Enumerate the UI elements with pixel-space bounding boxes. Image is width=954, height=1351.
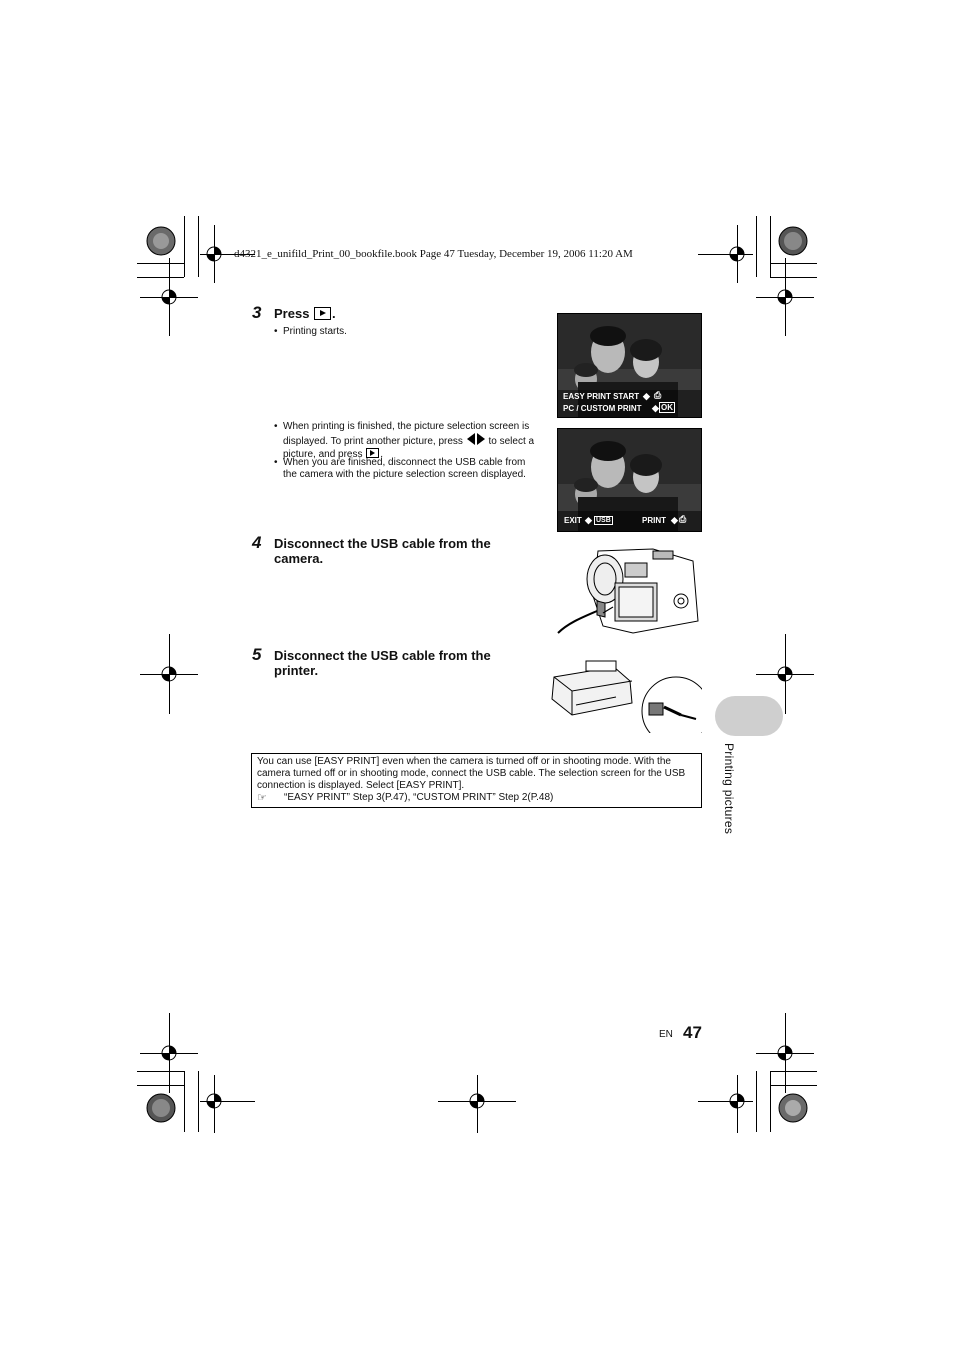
- easy-print-screen-photo: [557, 313, 702, 418]
- step-3-bullet-3-text: When you are finished, disconnect the USB cable from the camera with the picture selection screen displayed.: [283, 457, 526, 480]
- playback-button-icon: [314, 307, 331, 320]
- usb-button-icon: USB: [596, 517, 611, 524]
- step-number-3: 3: [252, 303, 262, 322]
- pc-custom-print-label: PC / CUSTOM PRINT: [563, 404, 642, 413]
- printer-usb-illustration: [546, 659, 702, 733]
- step-4-title: Disconnect the USB cable from the camera.: [274, 536, 491, 566]
- diamond-icon-2: ◆: [652, 403, 659, 413]
- diamond-icon-3: ◆: [585, 515, 592, 525]
- chapter-tab-label: Printing pictures: [722, 743, 736, 835]
- step-number-5: 5: [252, 645, 262, 664]
- step-3-bullet-2-end: .: [380, 449, 384, 460]
- step-3-title-end: .: [332, 306, 336, 321]
- picture-selection-screen-photo: [557, 428, 702, 532]
- print-label: PRINT: [642, 516, 666, 525]
- chapter-tab: [715, 696, 783, 736]
- step-3-bullet-2-text-b: to select a picture, and press: [283, 436, 535, 460]
- printer-icon: ⎙: [654, 390, 662, 400]
- page-language: EN: [659, 1029, 673, 1040]
- printer-icon-2: ⎙: [679, 514, 687, 524]
- step-3-bullet-2-text-a: When printing is finished, the picture selection screen is displayed. To print another picture, press: [283, 421, 530, 447]
- page-number: 47: [683, 1023, 702, 1042]
- note-reference: “EASY PRINT” Step 3(P.47), “CUSTOM PRINT” Step 2(P.48): [284, 792, 554, 803]
- step-3-bullet-3: • When you are finished, disconnect the USB cable from the camera with the picture selection screen displayed.: [274, 457, 526, 480]
- exit-label: EXIT: [564, 516, 582, 525]
- easy-print-start-label: EASY PRINT START: [563, 392, 640, 401]
- left-arrow-icon: [467, 433, 475, 445]
- step-3-title: [274, 306, 336, 321]
- step-3-bullet-1: • Printing starts.: [274, 326, 347, 337]
- diamond-icon-4: ◆: [671, 515, 678, 525]
- note-text: You can use [EASY PRINT] even when the camera is turned off or in shooting mode. With the camera turned off or in shooting mode, connect the USB cable. The selection screen for the USB connection is displayed. Select [EASY PRINT].: [257, 756, 686, 791]
- note-box: [251, 753, 702, 808]
- step-number-4: 4: [252, 533, 262, 552]
- right-arrow-icon: [477, 433, 485, 445]
- ok-button-icon: OK: [661, 403, 673, 412]
- step-3-title-text: Press: [274, 306, 310, 321]
- diamond-icon: ◆: [643, 391, 650, 401]
- step-3-bullet-1-text: Printing starts.: [283, 326, 347, 337]
- file-header-line: d4321_e_unifild_Print_00_bookfile.book Page 47 Tuesday, December 19, 2006 11:20 AM: [234, 248, 633, 260]
- camera-usb-illustration: [553, 541, 705, 639]
- family-photo-image: [558, 314, 701, 417]
- pointing-hand-icon: ☞: [257, 792, 267, 804]
- step-5-title: Disconnect the USB cable from the printer.: [274, 648, 491, 678]
- step-3-bullet-2: • When printing is finished, the picture selection screen is displayed. To print another picture, press to select a picture, and press .: [274, 421, 535, 460]
